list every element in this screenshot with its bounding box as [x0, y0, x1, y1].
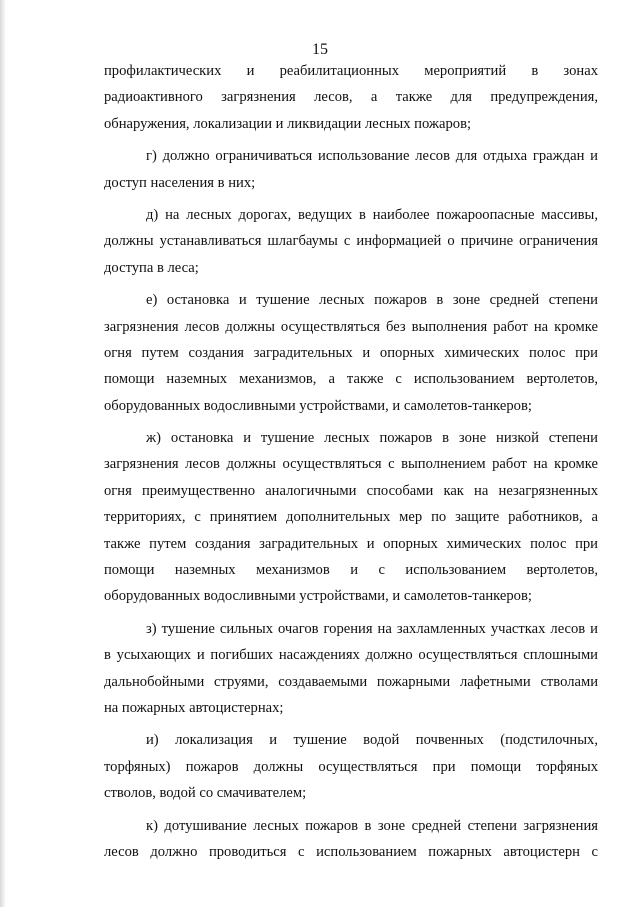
- text-line: е) остановка и тушение лесных пожаров в зоне средней степени: [146, 292, 598, 309]
- scan-edge-shadow: [0, 0, 6, 907]
- text-line: и) локализация и тушение водой почвенных (подстилочных,: [146, 732, 598, 749]
- text-line: доступа в леса;: [104, 259, 199, 276]
- text-line: дальнобойными струями, создаваемыми пожарными лафетными стволами: [104, 673, 598, 690]
- text-line: к) дотушивание лесных пожаров в зоне средней степени загрязнения: [146, 817, 598, 834]
- text-line: з) тушение сильных очагов горения на захламленных участках лесов и: [146, 620, 598, 637]
- text-line: загрязнения лесов должны осуществляться с выполнением работ на кромке: [104, 456, 598, 473]
- text-line: доступ населения в них;: [104, 174, 256, 191]
- text-line: огня преимущественно аналогичными способами как на незагрязненных: [104, 482, 598, 499]
- page-number: 15: [312, 41, 328, 58]
- text-line: д) на лесных дорогах, ведущих в наиболее пожароопасные массивы,: [146, 206, 598, 223]
- text-line: оборудованных водосливными устройствами, и самолетов-танкеров;: [104, 588, 532, 605]
- text-line: г) должно ограничиваться использование лесов для отдыха граждан и: [146, 148, 598, 165]
- text-line: в усыхающих и погибших насаждениях должно осуществляться сплошными: [104, 647, 598, 664]
- text-line: также путем создания заградительных и опорных химических полос при: [104, 535, 598, 552]
- text-line: должны устанавливаться шлагбаумы с информацией о причине ограничения: [104, 233, 598, 250]
- text-line: лесов должно проводиться с использованием пожарных автоцистерн с: [104, 843, 598, 860]
- text-line: стволов, водой со смачивателем;: [104, 785, 307, 802]
- document-body: [104, 58, 598, 865]
- text-line: профилактических и реабилитационных мероприятий в зонах: [104, 63, 598, 79]
- text-line: огня путем создания заградительных и опорных химических полос при: [104, 344, 598, 361]
- text-line: помощи наземных механизмов и с использованием вертолетов,: [104, 562, 598, 579]
- text-line: на пожарных автоцистернах;: [104, 699, 284, 716]
- text-line: ж) остановка и тушение лесных пожаров в зоне низкой степени: [146, 430, 598, 447]
- text-line: радиоактивного загрязнения лесов, а также для предупреждения,: [104, 89, 598, 106]
- text-line: оборудованных водосливными устройствами, и самолетов-танкеров;: [104, 397, 532, 414]
- text-line: обнаружения, локализации и ликвидации лесных пожаров;: [104, 115, 472, 132]
- text-line: помощи наземных механизмов, а также с использованием вертолетов,: [104, 371, 598, 388]
- text-line: территориях, с принятием дополнительных мер по защите работников, а: [104, 509, 598, 526]
- text-line: торфяных) пожаров должны осуществляться при помощи торфяных: [104, 758, 598, 775]
- text-line: загрязнения лесов должны осуществляться без выполнения работ на кромке: [104, 318, 598, 335]
